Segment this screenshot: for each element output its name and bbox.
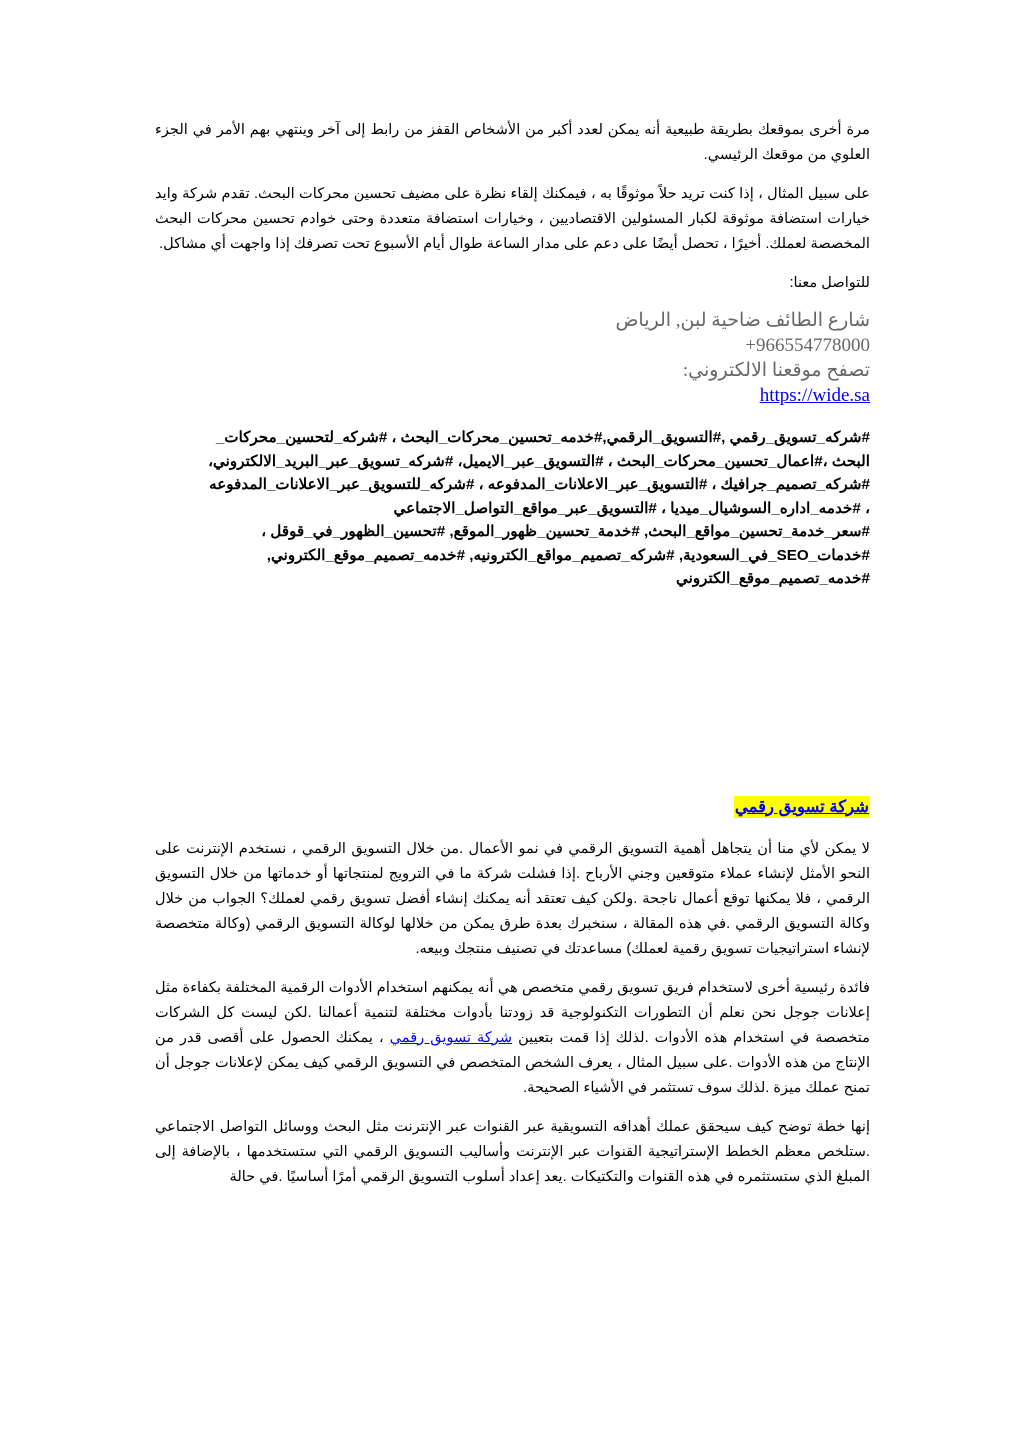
contact-label: للتواصل معنا: <box>789 275 870 291</box>
hashtags-line: #خدمات_SEO_في_السعودية, #شركه_تصميم_مواقع_الكترونيه, #خدمه_تصميم_موقع_الكتروني, <box>266 546 870 564</box>
intro-paragraph-1: مرة أخرى بموقعك بطريقة طبيعية أنه يمكن لعدد أكبر من الأشخاص القفز من رابط إلى آخر وينتهي بهم الأمر في الجزء العلوي من موقعك الرئيسي. <box>155 122 870 163</box>
paragraph-text: فائدة رئيسية أخرى لاستخدام فريق تسويق رقمي متخصص هي أنه يمكنهم استخدام الأدوات الرقمية المختلفة بكفاءة مثل إعلانات جوجل نحن نعلم أن التطورات التكنولوجية قد زودتنا بأدوات مختلفة لتنمية أعمالنا .لكن ليست كل الشركات متخصصة في استخدام هذه الأدوات .لذلك إذا قمت بتعيين <box>155 979 870 1046</box>
contact-website-label: تصفح موقعنا الالكتروني: <box>682 360 870 381</box>
intro-paragraph-2: على سبيل المثال ، إذا كنت تريد حلاً موثوقًا به ، فيمكنك إلقاء نظرة على مضيف تحسين محركات البحث. تقدم شركة وايد خيارات استضافة موثوقة لكبار المسئولين الاقتصاديين ، وخيارات استضافة متعددة وحتى خوادم تحسين محركات البحث المخصصة لعملك. أخيرًا ، تحصل أيضًا على دعم على مدار الساعة طوال أيام الأسبوع تحت تصرفك إذا واجهت أي مشاكل. <box>155 186 870 252</box>
blank-space <box>155 591 870 796</box>
document-page <box>155 118 870 1204</box>
section-paragraph-1: لا يمكن لأي منا أن يتجاهل أهمية التسويق الرقمي في نمو الأعمال .من خلال التسويق الرقمي ، نستخدم الإنترنت على النحو الأمثل لإنشاء عملاء متوقعين وجني الأرباح .إذا فشلت شركة ما في الترويج لمنتجاتها أو خدماتها من خلال التسويق الرقمي ، فلا يمكنها توقع أعمال ناجحة .ولكن كيف تعتقد أنه يمكنك إنشاء أفضل تسويق رقمي لعملك؟ الجواب من خلال وكالة التسويق الرقمي .في هذه المقالة ، سنخبرك بعدة طرق يمكن من خلالها لوكالة التسويق الرقمي (وكالة متخصصة لإنشاء استراتيجيات تسويق رقمية لعملك) مساعدتك في تصنيف منتجك وبيعه. <box>155 840 870 957</box>
contact-block <box>155 308 870 408</box>
paragraph-text: ، يمكنك الحصول على أقصى قدر من الإنتاج من هذه الأدوات .على سبيل المثال ، يعرف الشخص المتخصص في التسويق الرقمي كيف يمكن لإعلانات جوجل أن تمنح عملك ميزة .لذلك سوف تستثمر في الأشياء الصحيحة. <box>155 1029 870 1096</box>
section-heading-link[interactable]: شركة تسويق رقمي <box>734 797 869 816</box>
section-paragraph-3: إنها خطة توضح كيف سيحقق عملك أهدافه التسويقية عبر القنوات عبر الإنترنت مثل البحث ووسائل التواصل الاجتماعي .ستلخص معظم الخطط الإستراتيجية القنوات عبر الإنترنت وأساليب التسويق الرقمي التي ستستخدمها ، بالإضافة إلى المبلغ الذي ستستثمره في هذه القنوات والتكتيكات .يعد إعداد أسلوب التسويق الرقمي أمرًا أساسيًا .في حالة <box>155 1118 870 1185</box>
hashtags-line: #سعر_خدمة_تحسين_مواقع_البحث, #خدمة_تحسين_ظهور_الموقع, #تحسين_الظهور_في_قوقل ، <box>261 523 870 540</box>
hashtags-line: ، #خدمه_اداره_السوشيال_ميديا ، #التسويق_عبر_مواقع_التواصل_الاجتماعي <box>393 499 870 517</box>
contact-address: شارع الطائف ضاحية لبن, الرياض <box>615 310 870 331</box>
section-paragraph-2 <box>155 976 870 1101</box>
hashtags-line: #شركه_تصميم_جرافيك ، #التسويق_عبر_الاعلانات_المدفوعه ، #شركه_للتسويق_عبر_الاعلانات_المدفوعه <box>209 476 870 493</box>
contact-phone: +966554778000 <box>745 335 870 356</box>
hashtags-line: #شركه_تسويق_رقمي ,#التسويق_الرقمي,#خدمه_تحسين_محركات_البحث ، #شركه_لتحسين_محركات_ <box>215 429 870 446</box>
hashtags-line: البحث ،#اعمال_تحسين_محركات_البحث ، #التسويق_عبر_الايميل، #شركه_تسويق_عبر_البريد_الالكتروني، <box>208 452 870 470</box>
website-link[interactable]: https://wide.sa <box>759 385 870 406</box>
inline-link[interactable]: شركة تسويق رقمي <box>389 1029 513 1046</box>
hashtags-line: #خدمه_تصميم_موقع_الكتروني <box>675 570 870 587</box>
hashtags-block <box>155 426 870 591</box>
section-heading <box>155 796 870 818</box>
